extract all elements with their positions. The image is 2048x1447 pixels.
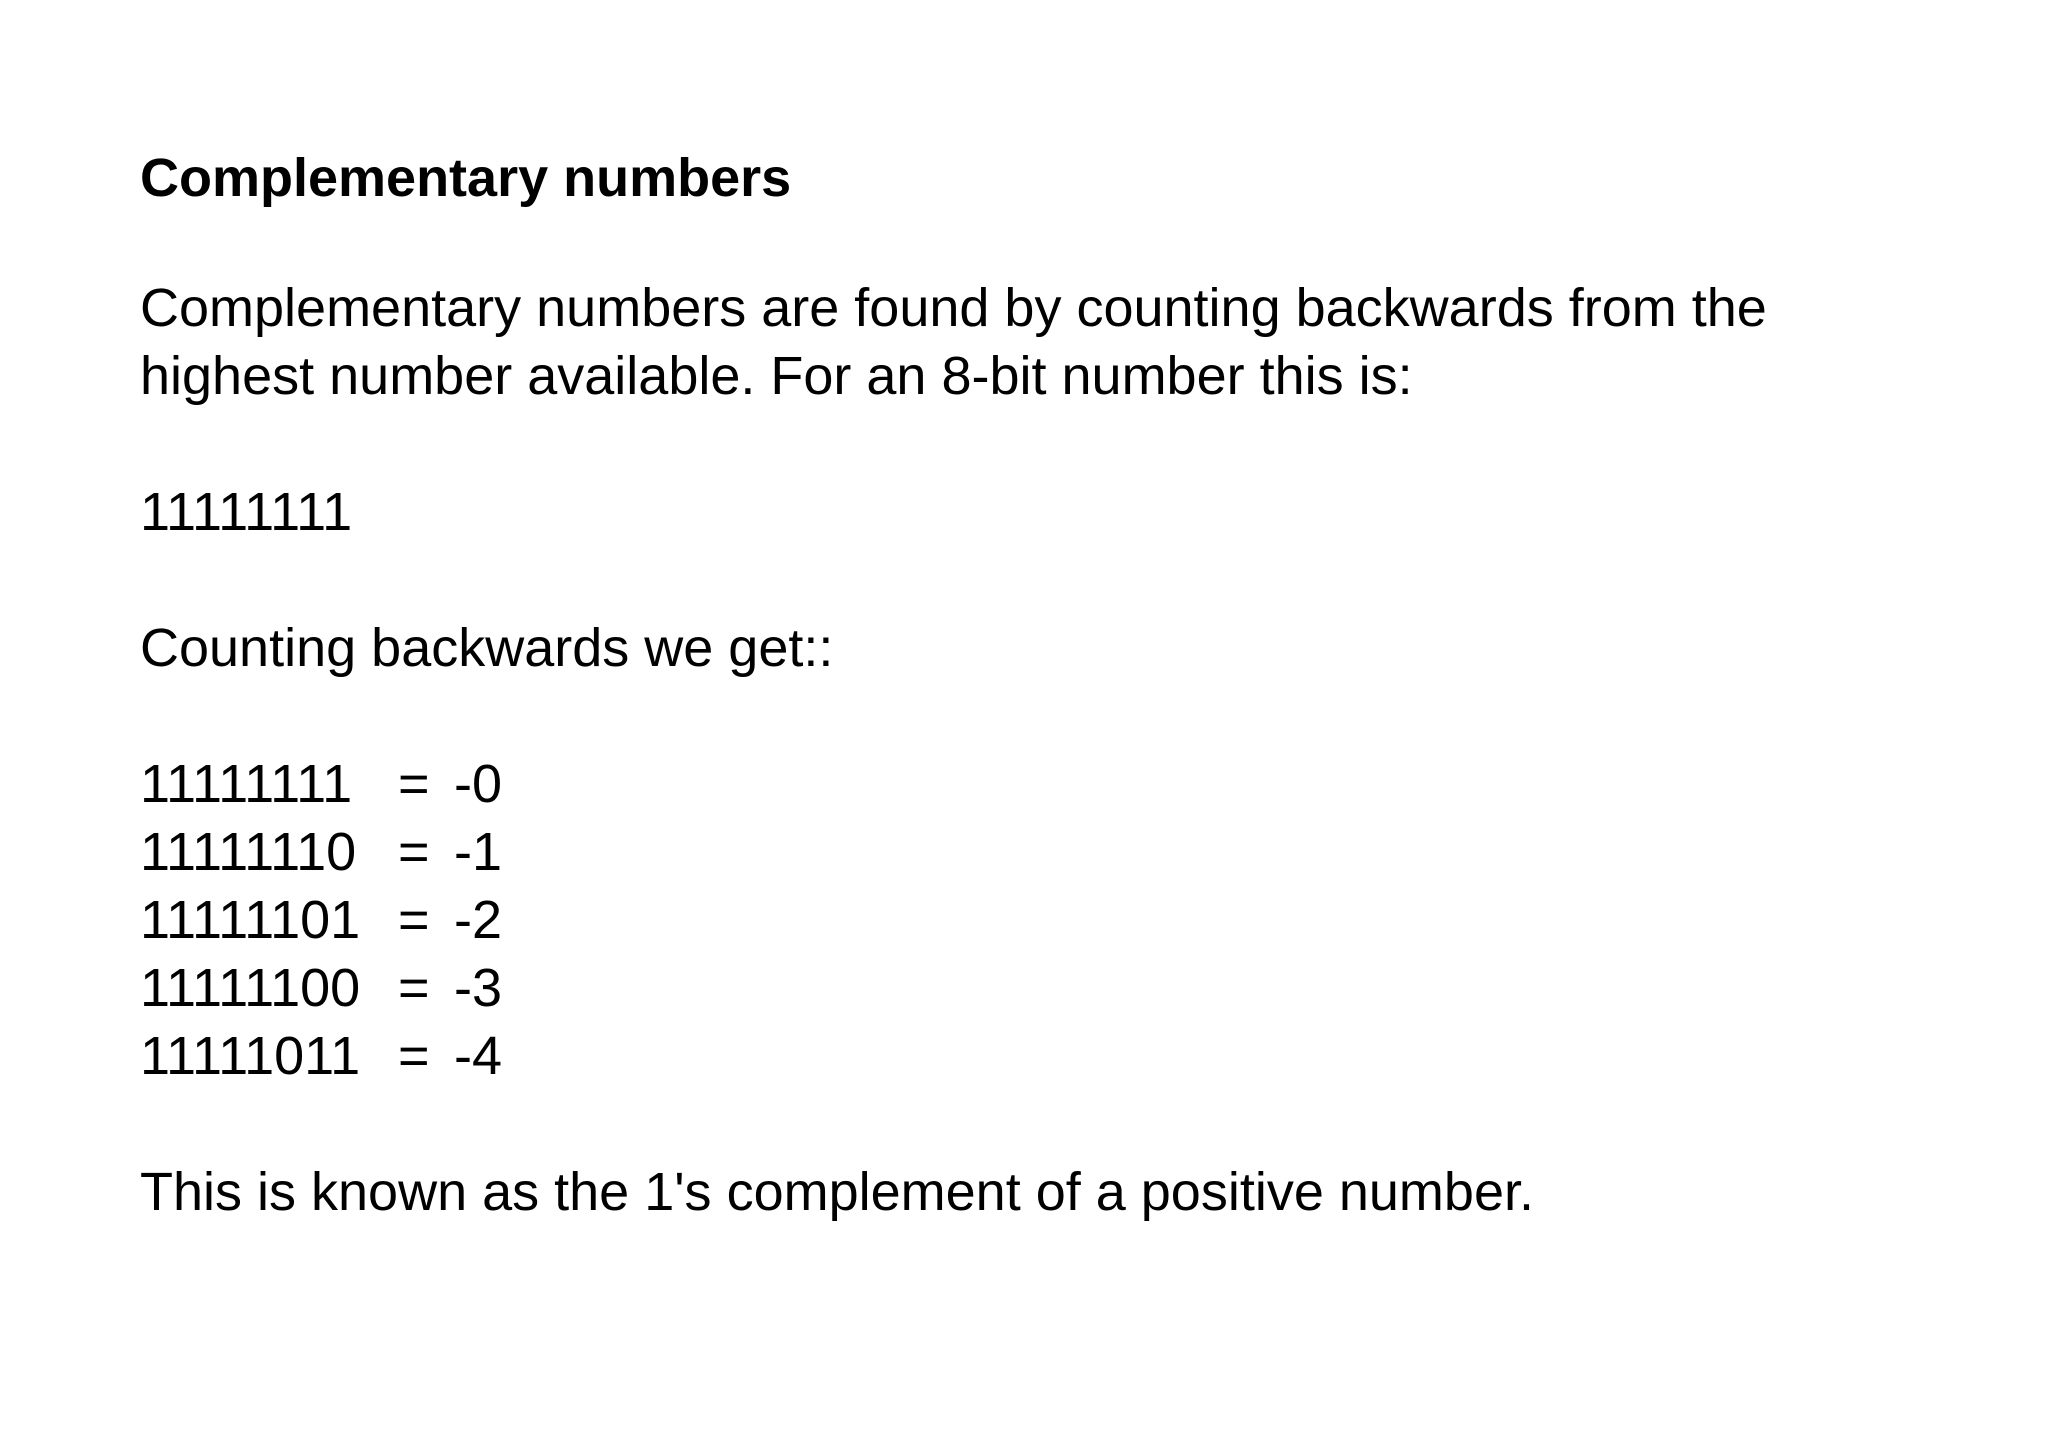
equals-sign: = <box>398 890 430 950</box>
binary-value: 11111110 <box>140 822 357 882</box>
intro-line: Complementary numbers are found by counting backwards from the <box>140 278 1767 338</box>
intro-paragraph <box>140 274 1767 410</box>
table-row <box>140 886 502 954</box>
binary-value: 11111100 <box>140 958 361 1018</box>
document-page <box>140 0 1920 1447</box>
footer-note: This is known as the 1's complement of a positive number. <box>140 1162 1534 1222</box>
decimal-value: -4 <box>454 1026 503 1086</box>
table-row <box>140 750 502 818</box>
equals-sign: = <box>398 754 430 814</box>
binary-value: 11111011 <box>140 1026 361 1086</box>
equals-sign: = <box>398 958 430 1018</box>
highest-number: 11111111 <box>140 482 353 542</box>
intro-line: highest number available. For an 8-bit number this is: <box>140 346 1413 406</box>
table-row <box>140 954 502 1022</box>
counting-label: Counting backwards we get:: <box>140 618 834 678</box>
table-row <box>140 818 502 886</box>
decimal-value: -3 <box>454 958 503 1018</box>
table-row <box>140 1022 502 1090</box>
decimal-value: -1 <box>454 822 503 882</box>
decimal-value: -0 <box>454 754 503 814</box>
decimal-value: -2 <box>454 890 503 950</box>
equals-sign: = <box>398 1026 430 1086</box>
complement-table <box>140 750 502 1090</box>
binary-value: 11111101 <box>140 890 361 950</box>
page-title: Complementary numbers <box>140 148 792 208</box>
equals-sign: = <box>398 822 430 882</box>
binary-value: 11111111 <box>140 754 353 814</box>
